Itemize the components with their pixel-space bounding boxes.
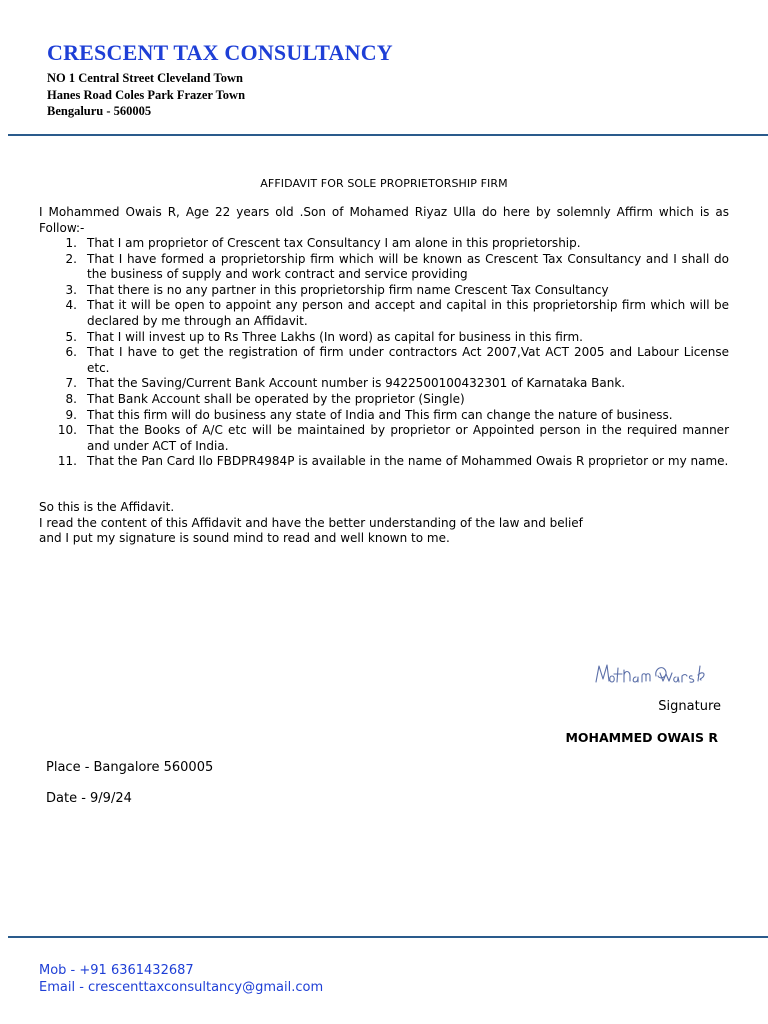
clause-number: 10. — [57, 423, 77, 438]
clause-text: That I have formed a proprietorship firm which will be known as Crescent Tax Consultancy and I shall do the business of supply and work contract and service providing — [87, 251, 729, 282]
clause-item — [39, 345, 729, 376]
clause-number: 7. — [65, 376, 77, 391]
closing-line: So this is the Affidavit. — [39, 500, 175, 514]
affidavit-intro: I Mohammed Owais R, Age 22 years old .Son of Mohamed Riyaz Ulla do here by solemnly Affirm which is as Follow:- — [39, 205, 729, 235]
clause-text: That this firm will do business any state of India and This firm can change the nature of business. — [87, 407, 673, 422]
clause-list — [39, 236, 729, 470]
firm-address — [47, 70, 245, 120]
clause-text: That the Saving/Current Bank Account number is 9422500100432301 of Karnataka Bank. — [87, 376, 626, 391]
contact-details — [39, 962, 323, 996]
signature-label: Signature — [658, 699, 721, 714]
clause-number: 3. — [65, 282, 77, 297]
clause-number: 11. — [57, 454, 77, 469]
clause-item — [39, 408, 729, 424]
clause-text: That the Pan Card Ilo FBDPR4984P is available in the name of Mohammed Owais R proprietor or my name. — [87, 454, 729, 469]
email-address: Email - crescenttaxconsultancy@gmail.com — [39, 980, 324, 995]
clause-text: That I have to get the registration of firm under contractors Act 2007,Vat ACT 2005 and Labour License etc. — [87, 345, 729, 375]
signatory-name: MOHAMMED OWAIS R — [565, 730, 718, 745]
clause-item — [39, 376, 729, 392]
clause-text: That it will be open to appoint any person and accept and capital in this proprietorship firm which will be declared by me through an Affidavit. — [87, 298, 729, 328]
clause-number: 5. — [65, 329, 77, 344]
address-line: Bengaluru - 560005 — [47, 104, 152, 118]
date-line: Date - 9/9/24 — [46, 791, 132, 806]
document-title: AFFIDAVIT FOR SOLE PROPRIETORSHIP FIRM — [260, 177, 508, 190]
clause-item — [39, 236, 729, 252]
address-line: Hanes Road Coles Park Frazer Town — [47, 87, 246, 102]
affidavit-closing — [39, 500, 729, 547]
clause-item — [39, 454, 729, 470]
clause-item — [39, 423, 729, 454]
clause-item — [39, 298, 729, 329]
clause-text: That Bank Account shall be operated by the proprietor (Single) — [87, 391, 465, 406]
clause-item — [39, 330, 729, 346]
header-divider — [8, 134, 768, 136]
mobile-number: Mob - +91 6361432687 — [39, 963, 194, 978]
clause-number: 4. — [65, 298, 77, 313]
address-line: NO 1 Central Street Cleveland Town — [47, 71, 243, 85]
firm-name: CRESCENT TAX CONSULTANCY — [47, 40, 393, 65]
clause-text: That I am proprietor of Crescent tax Consultancy I am alone in this proprietorship. — [87, 236, 581, 250]
clause-item — [39, 252, 729, 283]
clause-number: 2. — [65, 251, 77, 266]
clause-item — [39, 392, 729, 408]
clause-item — [39, 283, 729, 299]
closing-line: I read the content of this Affidavit and have the better understanding of the law and belief — [39, 515, 583, 530]
clause-text: That the Books of A/C etc will be maintained by proprietor or Appointed person in the required manner and under ACT of India. — [87, 423, 729, 453]
clause-number: 6. — [65, 345, 77, 360]
footer-divider — [8, 936, 768, 938]
clause-number: 8. — [65, 391, 77, 406]
closing-line: and I put my signature is sound mind to read and well known to me. — [39, 531, 450, 545]
place-line: Place - Bangalore 560005 — [46, 760, 214, 775]
clause-number: 9. — [65, 407, 77, 422]
clause-text: That there is no any partner in this proprietorship firm name Crescent Tax Consultancy — [87, 282, 609, 297]
handwritten-signature — [592, 648, 712, 692]
clause-number: 1. — [65, 236, 77, 250]
clause-text: That I will invest up to Rs Three Lakhs (In word) as capital for business in this firm. — [87, 329, 583, 344]
